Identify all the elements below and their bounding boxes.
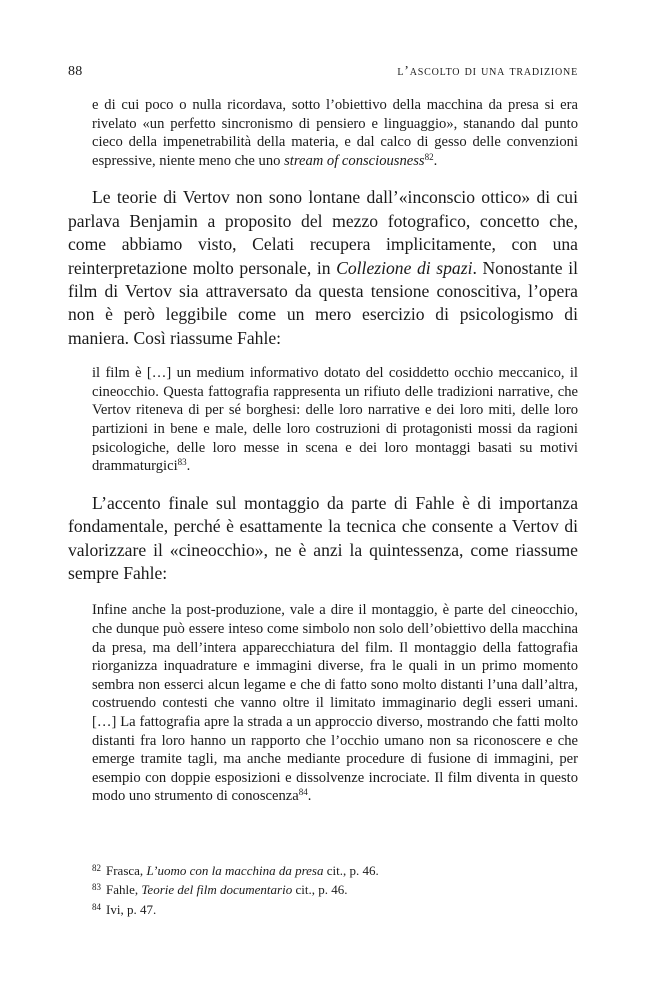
page-number: 88 [68,64,83,79]
para2-text: L’accento finale sul montaggio da parte di Fahle è di importanza fondamentale, perché è esattamente la tecnica che consente a Vertov di valorizzare il «cineocchio», ne è anzi la quintessenza, come riassume sempre Fahle: [68,492,578,583]
footnote [92,860,578,879]
quote3-end: . [307,788,312,805]
footnote-text: Fahle, [106,882,142,898]
running-header [68,64,578,84]
footnote-number: 82 [92,863,101,873]
para1-text: Le teorie di Vertov non sono lontane dall’«inconscio ottico» di cui parlava Benjamin a proposito del mezzo fotografico, concetto che, come abbiamo visto, Celati recupera implicitamente, con una reinterpretazione molto personale, in [68,187,578,278]
footnote-cit: cit., p. 46. [323,863,379,878]
quote2-text: il film è […] un medium informativo dotato del cosiddetto occhio meccanico, il cineocchio. Questa fattografia rappresenta un rifiuto delle tradizioni narrative, che Vertov riteneva di per sé borghesi: delle loro narrative e dei loro miti, delle loro partizioni in bene e male, delle loro costruzioni di protagonisti mossi da ragioni psicologiche, delle loro messe in scena e dei loro montaggi basati su motivi drammaturgici [92,365,578,475]
quote2-end: . [186,458,191,475]
footnote [92,879,578,898]
footnote-cit: cit., p. 46. [292,882,348,898]
paragraph-1 [68,186,578,350]
footnote-ref-84: 84 [298,787,308,798]
quote1-italic: stream of consciousness [284,152,425,169]
footnote-text: Ivi, p. 47. [106,901,157,917]
running-title: l’ascolto di una tradizione [397,64,578,79]
footnote-title: L’uomo con la macchina da presa [146,863,324,878]
footnote [92,899,578,918]
footnote-number: 83 [92,882,101,893]
quote1-text: e di cui poco o nulla ricordava, sotto l’obiettivo della macchina da presa si era rivelato «un perfetto sincronismo di pensiero e linguaggio», stanando dal punto cieco della impenetrabilità della materia, e dal calco di gesso delle convenzioni espressive, niente meno che uno [92,97,578,169]
footnote-ref-82: 82 [424,151,434,162]
block-quote-1 [92,96,578,170]
footnote-text: Frasca, [106,863,147,878]
footnote-number: 84 [92,901,101,912]
para1-italic: Collezione di spazi [336,257,473,278]
quote1-end: . [433,152,438,169]
para1-rest: . Nonostante il film di Vertov sia attraversato da questa tensione conoscitiva, l’opera non è però leggibile come un mero esercizio di psicologismo di maniera. Così riassume Fahle: [68,257,578,348]
block-quote-3 [92,601,578,806]
paragraph-2 [68,492,578,586]
block-quote-2 [92,364,578,476]
footnotes [92,860,578,918]
page-body [68,96,578,806]
quote3-text: Infine anche la post-produzione, vale a dire il montaggio, è parte del cineocchio, che dunque può essere inteso come simbolo non solo dell’obiettivo della macchina da presa, ma dell’intera apparecchiatura del film. Il montaggio della fattografia riorganizza inquadrature e immagini diverse, fra le quali in un primo momento sembra non esserci alcun legame e che di fatto sono molto distanti l’una dall’altra, costruendo contesti che vanno oltre il limitato immaginario degli esseri umani. […] La fattografia apre la strada a un approccio diverso, mostrando che fatti molto distanti fra loro hanno un rapporto che l’occhio umano non sa riconoscere e che emerge tramite tagli, ma anche mediante procedure di fusione di immagini, per esempio con doppie esposizioni e dissolvenze incrociate. Il film diventa in questo modo uno strumento di conoscenza [92,602,578,805]
footnote-ref-83: 83 [177,457,187,468]
footnote-title: Teorie del film documentario [141,882,293,898]
